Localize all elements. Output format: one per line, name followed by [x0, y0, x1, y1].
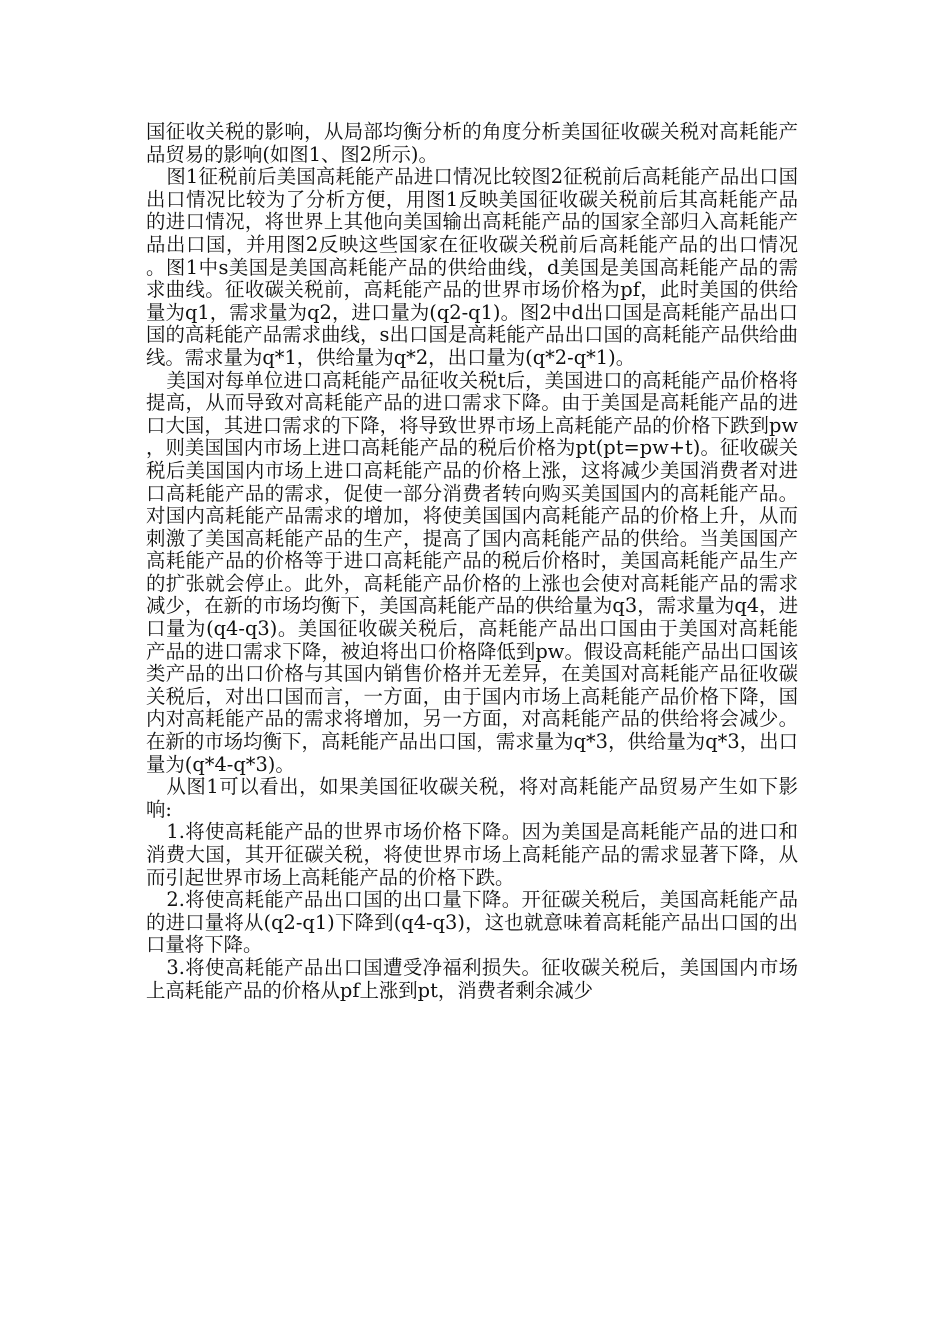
list-item-export-volume: 2.将使高耗能产品出口国的出口量下降。开征碳关税后，美国高耗能产品的进口量将从(q2-q1)下降到(q4-q3)，这也就意味着高耗能产品出口国的出口量将下降。: [146, 888, 798, 957]
paragraph-tariff-effect: 美国对每单位进口高耗能产品征收关税t后，美国进口的高耗能产品价格将提高，从而导致对高耗能产品的进口需求下降。由于美国是高耗能产品的进口大国，其进口需求的下降，将导致世界市场上高耗能产品的价格下跌到pw，则美国国内市场上进口高耗能产品的税后价格为pt(pt=pw+t)。征收碳关税后美国国内市场上进口高耗能产品的价格上涨，这将减少美国消费者对进口高耗能产品的需求，促使一部分消费者转向购买美国国内的高耗能产品。对国内高耗能产品需求的增加，将使美国国内高耗能产品的价格上升，从而刺激了美国高耗能产品的生产，提高了国内高耗能产品的供给。当美国国产高耗能产品的价格等于进口高耗能产品的税后价格时，美国高耗能产品生产的扩张就会停止。此外，高耗能产品价格的上涨也会使对高耗能产品的需求减少，在新的市场均衡下，美国高耗能产品的供给量为q3，需求量为q4，进口量为(q4-q3)。美国征收碳关税后，高耗能产品出口国由于美国对高耗能产品的进口需求下降，被迫将出口价格降低到pw。假设高耗能产品出口国该类产品的出口价格与其国内销售价格并无差异，在美国对高耗能产品征收碳关税后，对出口国而言，一方面，由于国内市场上高耗能产品价格下降，国内对高耗能产品的需求将增加，另一方面，对高耗能产品的供给将会减少。在新的市场均衡下，高耗能产品出口国，需求量为q*3，供给量为q*3，出口量为(q*4-q*3)。: [146, 368, 798, 776]
article-body: [146, 121, 798, 1002]
list-item-world-price: 1.将使高耗能产品的世界市场价格下降。因为美国是高耗能产品的进口和消费大国，其开征碳关税，将使世界市场上高耗能产品的需求显著下降，从而引起世界市场上高耗能产品的价格下跌。: [146, 820, 798, 889]
list-item-welfare-loss: 3.将使高耗能产品出口国遭受净福利损失。征收碳关税后，美国国内市场上高耗能产品的价格从pf上涨到pt，消费者剩余减少: [146, 955, 798, 1002]
paragraph-figure-explanation: 图1征税前后美国高耗能产品进口情况比较图2征税前后高耗能产品出口国出口情况比较为了分析方便，用图1反映美国征收碳关税前后其高耗能产品的进口情况，将世界上其他向美国输出高耗能产品的国家全部归入高耗能产品出口国，并用图2反映这些国家在征收碳关税前后高耗能产品的出口情况。图1中s美国是美国高耗能产品的供给曲线，d美国是美国高耗能产品的需求曲线。征收碳关税前，高耗能产品的世界市场价格为pf，此时美国的供给量为q1，需求量为q2，进口量为(q2-q1)。图2中d出口国是高耗能产品出口国的高耗能产品需求曲线，s出口国是高耗能产品出口国的高耗能产品供给曲线。需求量为q*1，供给量为q*2，出口量为(q*2-q*1)。: [146, 165, 798, 369]
paragraph-intro-continuation: 国征收关税的影响，从局部均衡分析的角度分析美国征收碳关税对高耗能产品贸易的影响(如图1、图2所示)。: [146, 120, 798, 166]
paragraph-impact-summary: 从图1可以看出，如果美国征收碳关税，将对高耗能产品贸易产生如下影响:: [146, 775, 798, 821]
